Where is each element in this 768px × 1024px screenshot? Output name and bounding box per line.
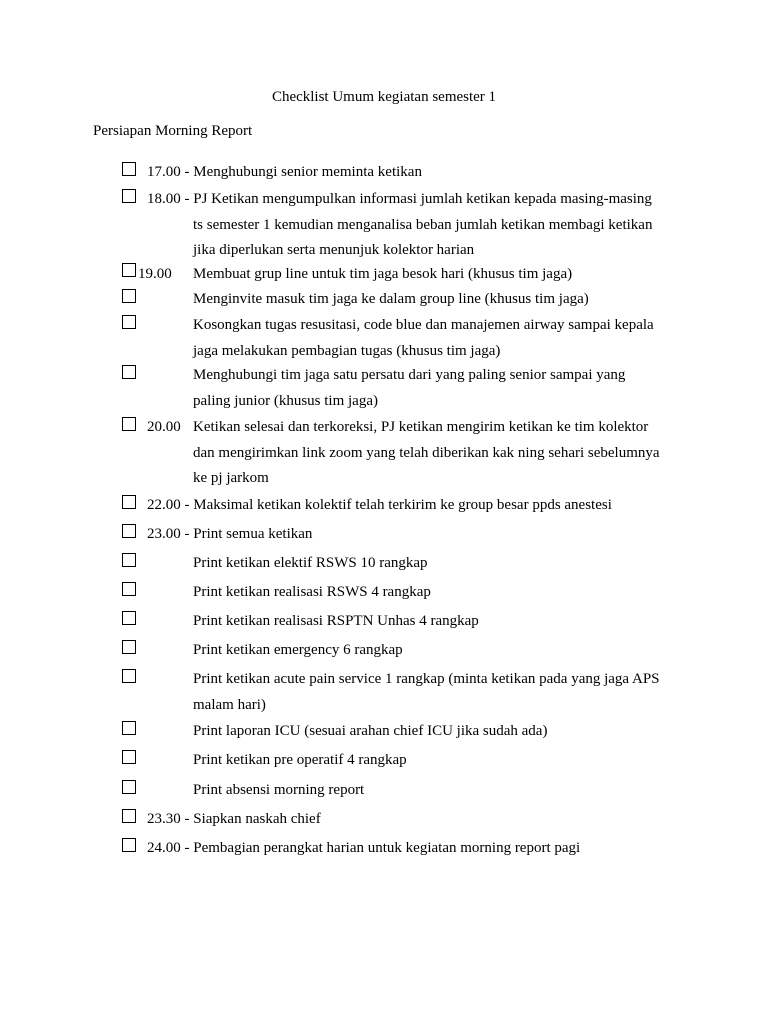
item-text xyxy=(193,638,683,664)
item-text-line: Print ketikan elektif RSWS 10 rangkap xyxy=(193,555,428,571)
item-text-line: ke pj jarkom xyxy=(193,470,269,486)
checkbox-icon[interactable] xyxy=(122,582,136,596)
section-heading: Persiapan Morning Report xyxy=(93,123,253,139)
item-text-line: Print ketikan realisasi RSPTN Unhas 4 rangkap xyxy=(193,613,479,629)
item-text-line: Kosongkan tugas resusitasi, code blue dan manajemen airway sampai kepala xyxy=(193,317,654,333)
checkbox-icon[interactable] xyxy=(122,780,136,794)
checkbox-icon[interactable] xyxy=(122,611,136,625)
checkbox-icon[interactable] xyxy=(122,189,136,203)
item-text xyxy=(147,493,682,519)
item-text xyxy=(193,262,683,288)
checkbox-icon[interactable] xyxy=(122,809,136,823)
item-text-line: 22.00 - Maksimal ketikan kolektif telah terkirim ke group besar ppds anestesi xyxy=(147,497,612,513)
item-text xyxy=(147,807,682,833)
checkbox-icon[interactable] xyxy=(122,669,136,683)
item-text xyxy=(193,609,683,635)
item-text xyxy=(193,719,683,745)
item-text-line: Print ketikan realisasi RSWS 4 rangkap xyxy=(193,584,431,600)
item-text-line: jaga melakukan pembagian tugas (khusus tim jaga) xyxy=(193,342,501,359)
item-text-line: Membuat grup line untuk tim jaga besok hari (khusus tim jaga) xyxy=(193,266,573,282)
checkbox-icon[interactable] xyxy=(122,495,136,509)
item-text xyxy=(193,415,683,492)
item-text xyxy=(193,667,683,718)
checkbox-icon[interactable] xyxy=(122,553,136,567)
item-text xyxy=(193,313,683,364)
item-text-line: Print absensi morning report xyxy=(193,782,365,798)
item-text xyxy=(147,160,682,186)
checkbox-icon[interactable] xyxy=(122,315,136,329)
item-text-line: malam hari) xyxy=(193,696,266,713)
document-title: Checklist Umum kegiatan semester 1 xyxy=(271,89,497,105)
checkbox-icon[interactable] xyxy=(122,640,136,654)
item-text-line: Menghubungi tim jaga satu persatu dari yang paling senior sampai yang xyxy=(193,367,626,383)
checkbox-icon[interactable] xyxy=(122,417,136,431)
checkbox-icon[interactable] xyxy=(122,524,136,538)
checkbox-icon[interactable] xyxy=(122,838,136,852)
item-text xyxy=(193,778,683,804)
item-text-line: 18.00 - PJ Ketikan mengumpulkan informasi jumlah ketikan kepada masing-masing xyxy=(147,191,652,207)
item-text-line: ts semester 1 kemudian menganalisa beban jumlah ketikan membagi ketikan xyxy=(193,216,653,233)
item-text xyxy=(193,363,683,414)
item-text-line: jika diperlukan serta menunjuk kolektor harian xyxy=(193,242,475,258)
item-text-line: Print ketikan emergency 6 rangkap xyxy=(193,642,403,658)
checkbox-icon[interactable] xyxy=(122,365,136,379)
item-time: 20.00 xyxy=(147,419,181,435)
item-text-line: 17.00 - Menghubungi senior meminta ketikan xyxy=(147,164,422,180)
item-text-line: dan mengirimkan link zoom yang telah diberikan kak ning sehari sebelumnya xyxy=(193,444,660,461)
item-text xyxy=(193,748,683,774)
checkbox-icon[interactable] xyxy=(122,721,136,735)
item-text-line: Menginvite masuk tim jaga ke dalam group line (khusus tim jaga) xyxy=(193,291,589,307)
item-text-line: 23.00 - Print semua ketikan xyxy=(147,526,313,542)
item-text-line: 24.00 - Pembagian perangkat harian untuk kegiatan morning report pagi xyxy=(147,840,581,856)
item-text-line: 23.30 - Siapkan naskah chief xyxy=(147,811,321,827)
item-text xyxy=(147,836,682,862)
checkbox-icon[interactable] xyxy=(122,750,136,764)
item-text-line: Print ketikan acute pain service 1 rangkap (minta ketikan pada yang jaga APS xyxy=(193,671,660,687)
checkbox-icon[interactable] xyxy=(122,263,136,277)
item-text-line: Print laporan ICU (sesuai arahan chief ICU jika sudah ada) xyxy=(193,723,548,739)
item-text xyxy=(193,287,683,313)
checkbox-icon[interactable] xyxy=(122,289,136,303)
item-time: 19.00 xyxy=(138,266,172,282)
item-text-line: Print ketikan pre operatif 4 rangkap xyxy=(193,752,407,768)
checkbox-icon[interactable] xyxy=(122,162,136,176)
item-text xyxy=(147,187,682,264)
item-text xyxy=(193,551,683,577)
item-text xyxy=(147,522,682,548)
item-text xyxy=(193,580,683,606)
item-text-line: Ketikan selesai dan terkoreksi, PJ ketikan mengirim ketikan ke tim kolektor xyxy=(193,419,649,435)
item-text-line: paling junior (khusus tim jaga) xyxy=(193,392,378,409)
